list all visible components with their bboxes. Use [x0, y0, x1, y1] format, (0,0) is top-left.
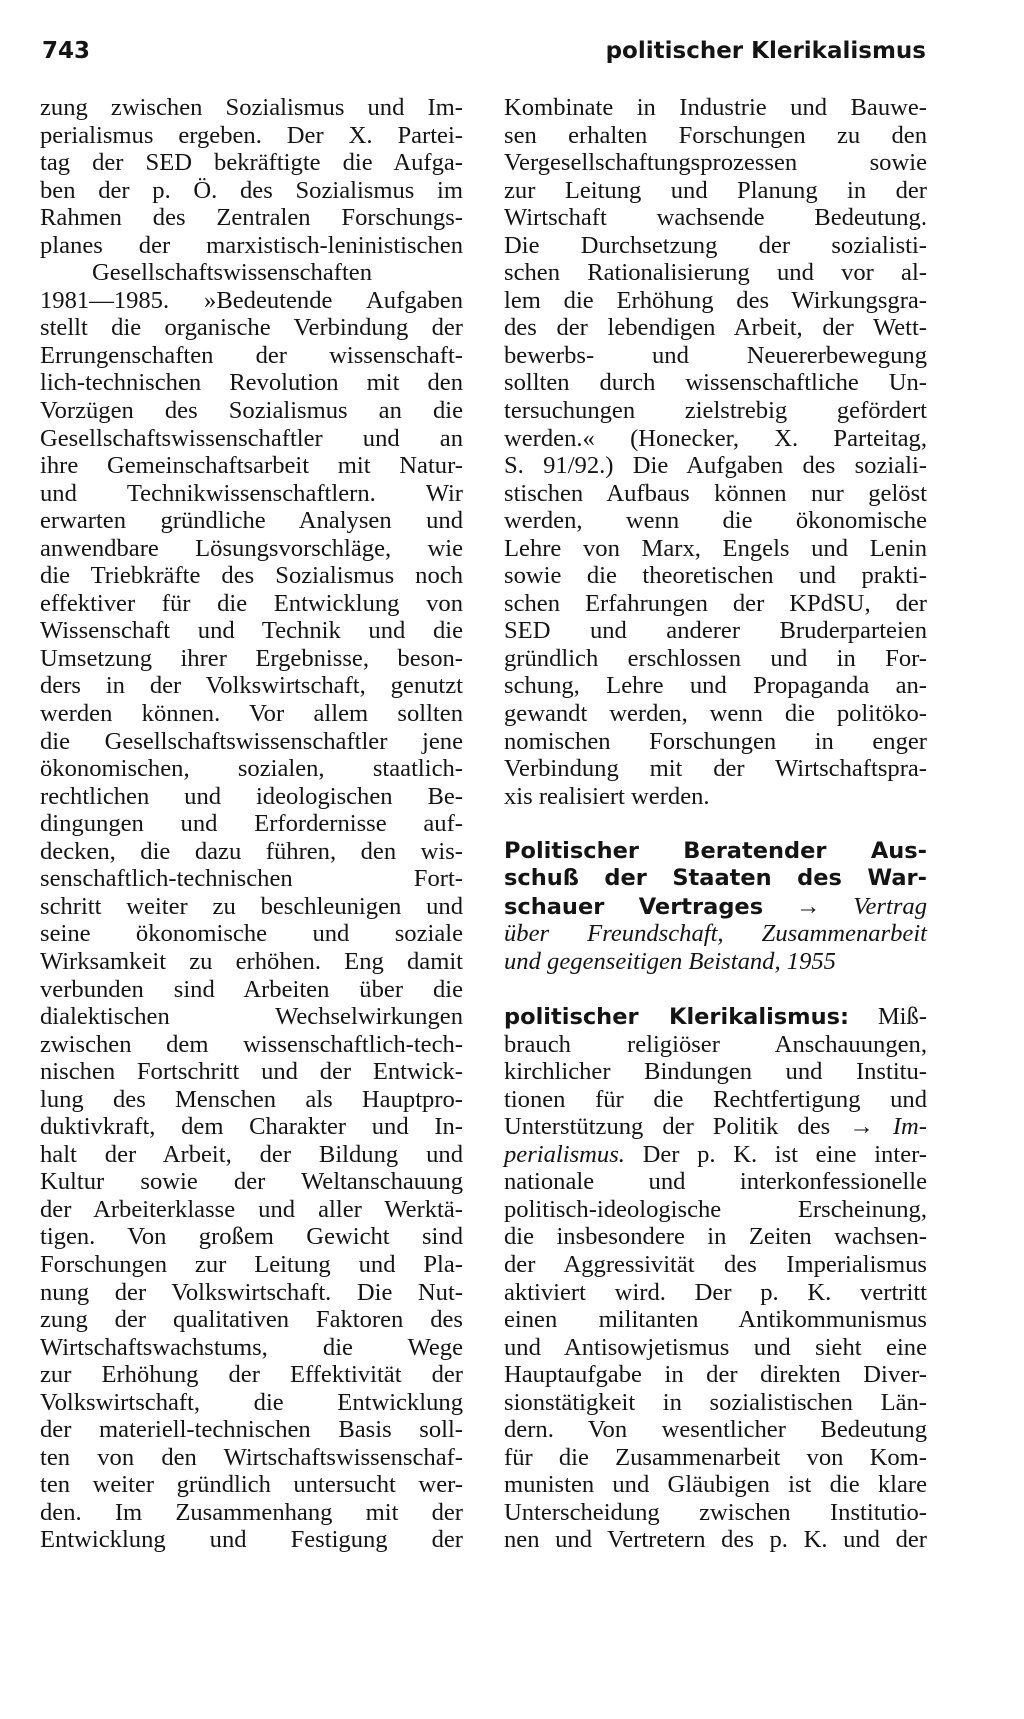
- text-line: anwendbare Lösungsvorschläge, wie: [40, 534, 463, 562]
- text-line: sionstätigkeit in sozialistischen Län-: [504, 1388, 927, 1416]
- text-line: zur Erhöhung der Effektivität der: [40, 1361, 463, 1389]
- text-line: nung der Volkswirtschaft. Die Nut-: [40, 1278, 463, 1306]
- text-line: werden.« (Honecker, X. Parteitag,: [504, 424, 927, 452]
- entry-first-line: [504, 1003, 927, 1031]
- text-line: schen Erfahrungen der KPdSU, der: [504, 589, 927, 617]
- text-line: zung der qualitativen Faktoren des: [40, 1306, 463, 1334]
- text-line: Wirksamkeit zu erhöhen. Eng damit: [40, 947, 463, 975]
- text-line: ten von den Wirtschaftswissenschaf-: [40, 1443, 463, 1471]
- text-line: Gesellschaftswissenschaften: [92, 259, 373, 287]
- text-line: nen und Vertretern des p. K. und der: [504, 1526, 927, 1554]
- text-line: Kultur sowie der Weltanschauung: [40, 1168, 463, 1196]
- text-line: decken, die dazu führen, den wis-: [40, 837, 463, 865]
- text-line: Unterscheidung zwischen Institutio-: [504, 1498, 927, 1526]
- entry-gap: [504, 976, 927, 1004]
- text-line: Hauptaufgabe in der direkten Diver-: [504, 1361, 927, 1389]
- text-line: für die Zusammenarbeit von Kom-: [504, 1443, 927, 1471]
- entry-title-line: [504, 893, 927, 921]
- text-line: zung zwischen Sozialismus und Im-: [40, 94, 463, 121]
- entry-line: [504, 1113, 927, 1141]
- entry-text: Miß-: [877, 1003, 927, 1031]
- text-line: tigen. Von großem Gewicht sind: [40, 1223, 463, 1251]
- text-line: der Arbeiterklasse und aller Werktä-: [40, 1195, 463, 1223]
- text-line: stischen Aufbaus können nur gelöst: [504, 479, 927, 507]
- text-line: sollten durch wissenschaftliche Un-: [504, 369, 927, 397]
- text-line: halt der Arbeit, der Bildung und: [40, 1140, 463, 1168]
- text-line: Umsetzung ihrer Ergebnisse, beson-: [40, 644, 463, 672]
- text-line: die insbesondere in Zeiten wachsen-: [504, 1223, 927, 1251]
- cross-reference-link[interactable]: Im-: [892, 1113, 927, 1141]
- text-line: dingungen und Erfordernisse auf-: [40, 810, 463, 838]
- text-line: Volkswirtschaft, die Entwicklung: [40, 1388, 463, 1416]
- text-line: duktivkraft, dem Charakter und In-: [40, 1113, 463, 1141]
- text-line: perialismus ergeben. Der X. Partei-: [40, 121, 463, 149]
- text-line: lem die Erhöhung des Wirkungsgra-: [504, 286, 927, 314]
- text-line: Errungenschaften der wissenschaft-: [40, 341, 463, 369]
- entry-line: [504, 1141, 927, 1169]
- text-line: zur Leitung und Planung in der: [504, 176, 927, 204]
- text-line: S. 91/92.) Die Aufgaben des soziali-: [504, 452, 927, 480]
- entry-text: Unterstützung der Politik des: [504, 1113, 831, 1141]
- text-line: ökonomischen, sozialen, staatlich-: [40, 755, 463, 783]
- text-line: dialektischen Wechselwirkungen: [40, 1003, 463, 1031]
- page-header: [40, 30, 926, 70]
- left-column: [40, 94, 463, 1554]
- text-line: Gesellschaftswissenschaftler und an: [40, 424, 463, 452]
- text-line: SED und anderer Bruderparteien: [504, 617, 927, 645]
- text-line: aktiviert wird. Der p. K. vertritt: [504, 1278, 927, 1306]
- text-line: seine ökonomische und soziale: [40, 920, 463, 948]
- text-line: gewandt werden, wenn die politöko-: [504, 700, 927, 728]
- text-line: senschaftlich-technischen Fort-: [40, 865, 463, 893]
- text-line: tersuchungen zielstrebig gefördert: [504, 397, 927, 425]
- text-line: rechtlichen und ideologischen Be-: [40, 782, 463, 810]
- text-line: tag der SED bekräftigte die Aufga-: [40, 149, 463, 177]
- right-column: [504, 94, 927, 1554]
- cross-reference-link[interactable]: perialismus.: [504, 1140, 625, 1168]
- text-line: ten weiter gründlich untersucht wer-: [40, 1471, 463, 1499]
- text-line: Kombinate in Industrie und Bauwe-: [504, 94, 927, 121]
- text-line: bewerbs- und Neuererbewegung: [504, 341, 927, 369]
- text-line: brauch religiöser Anschauungen,: [504, 1030, 927, 1058]
- text-line: Die Durchsetzung der sozialisti-: [504, 231, 927, 259]
- text-line: nischen Fortschritt und der Entwick-: [40, 1058, 463, 1086]
- text-line: schritt weiter zu beschleunigen und: [40, 892, 463, 920]
- text-line: Rahmen des Zentralen Forschungs-: [40, 204, 463, 232]
- text-line: Forschungen zur Leitung und Pla-: [40, 1250, 463, 1278]
- text-line: die Gesellschaftswissenschaftler jene: [40, 727, 463, 755]
- text-line: ben der p. Ö. des Sozialismus im: [40, 176, 463, 204]
- text-line: schen Rationalisierung und vor al-: [504, 259, 927, 287]
- entry-title-part: schauer Vertrages: [504, 893, 764, 920]
- text-line: politisch-ideologische Erscheinung,: [504, 1195, 927, 1223]
- text-line: Wissenschaft und Technik und die: [40, 617, 463, 645]
- entry-gap: [504, 810, 927, 838]
- entry-text: Der p. K. ist eine inter-: [642, 1140, 927, 1168]
- text-line: tionen für die Rechtfertigung und: [504, 1085, 927, 1113]
- text-line: einen militanten Antikommunismus: [504, 1306, 927, 1334]
- cross-reference-arrow-icon: →: [849, 1113, 874, 1141]
- text-line: sen erhalten Forschungen zu den: [504, 121, 927, 149]
- text-line: effektiver für die Entwicklung von: [40, 589, 463, 617]
- entry-headword: politischer Klerikalismus:: [504, 1004, 850, 1031]
- text-line: Wirtschaft wachsende Bedeutung.: [504, 204, 927, 232]
- text-line: xis realisiert werden.: [504, 782, 710, 810]
- text-line: werden können. Vor allem sollten: [40, 700, 463, 728]
- right-paragraph: [504, 94, 927, 810]
- text-line: und Technikwissenschaftlern. Wir: [40, 479, 463, 507]
- text-line: Lehre von Marx, Engels und Lenin: [504, 534, 927, 562]
- text-line: gründlich erschlossen und in For-: [504, 644, 927, 672]
- text-line: die Triebkräfte des Sozialismus noch: [40, 562, 463, 590]
- text-line: nationale und interkonfessionelle: [504, 1168, 927, 1196]
- entry-body: [504, 1031, 927, 1114]
- text-line: des der lebendigen Arbeit, der Wett-: [504, 314, 927, 342]
- cross-reference-link[interactable]: Vertrag: [853, 892, 927, 920]
- text-line: ihre Gemeinschaftsarbeit mit Natur-: [40, 452, 463, 480]
- text-line: munisten und Gläubigen ist die klare: [504, 1471, 927, 1499]
- text-line: Verbindung mit der Wirtschaftspra-: [504, 755, 927, 783]
- entry-politischer-klerikalismus: [504, 1003, 927, 1554]
- text-line: stellt die organische Verbindung der: [40, 314, 463, 342]
- text-line: sowie die theoretischen und prakti-: [504, 562, 927, 590]
- text-line: und Antisowjetismus und sieht eine: [504, 1333, 927, 1361]
- text-line: lung des Menschen als Hauptpro-: [40, 1085, 463, 1113]
- text-line: ders in der Volkswirtschaft, genutzt: [40, 672, 463, 700]
- text-line: nomischen Forschungen in enger: [504, 727, 927, 755]
- entry-body: [504, 1168, 927, 1554]
- cross-reference-link[interactable]: und gegenseitigen Beistand, 1955: [504, 947, 836, 975]
- entry-title-line: schuß der Staaten des War-: [504, 865, 927, 892]
- text-line: den. Im Zusammenhang mit der: [40, 1498, 463, 1526]
- text-line: Vergesellschaftungsprozessen sowie: [504, 149, 927, 177]
- cross-reference-arrow-icon: →: [795, 892, 821, 920]
- text-line: kirchlicher Bindungen und Institu-: [504, 1058, 927, 1086]
- text-line: Vorzügen des Sozialismus an die: [40, 397, 463, 425]
- text-line: lich-technischen Revolution mit den: [40, 369, 463, 397]
- text-line: werden, wenn die ökonomische: [504, 507, 927, 535]
- text-line: zwischen dem wissenschaftlich-tech-: [40, 1030, 463, 1058]
- text-line: Entwicklung und Festigung der: [40, 1526, 463, 1554]
- page-number: 743: [42, 38, 91, 64]
- text-line: der materiell-technischen Basis soll-: [40, 1416, 463, 1444]
- entry-beratender-ausschuss: [504, 838, 927, 976]
- text-line: der Aggressivität des Imperialismus: [504, 1250, 927, 1278]
- text-line: erwarten gründliche Analysen und: [40, 507, 463, 535]
- text-line: 1981—1985. »Bedeutende Aufgaben: [40, 286, 463, 314]
- cross-reference-link[interactable]: über Freundschaft, Zusammenarbeit: [504, 920, 927, 948]
- text-line: Wirtschaftswachstums, die Wege: [40, 1333, 463, 1361]
- text-line: verbunden sind Arbeiten über die: [40, 975, 463, 1003]
- entry-title-line: Politischer Beratender Aus-: [504, 837, 927, 864]
- text-line: schung, Lehre und Propaganda an-: [504, 672, 927, 700]
- text-line: planes der marxistisch-leninistischen: [40, 231, 463, 259]
- running-head: politischer Klerikalismus: [605, 38, 926, 64]
- text-line: dern. Von wesentlicher Bedeutung: [504, 1416, 927, 1444]
